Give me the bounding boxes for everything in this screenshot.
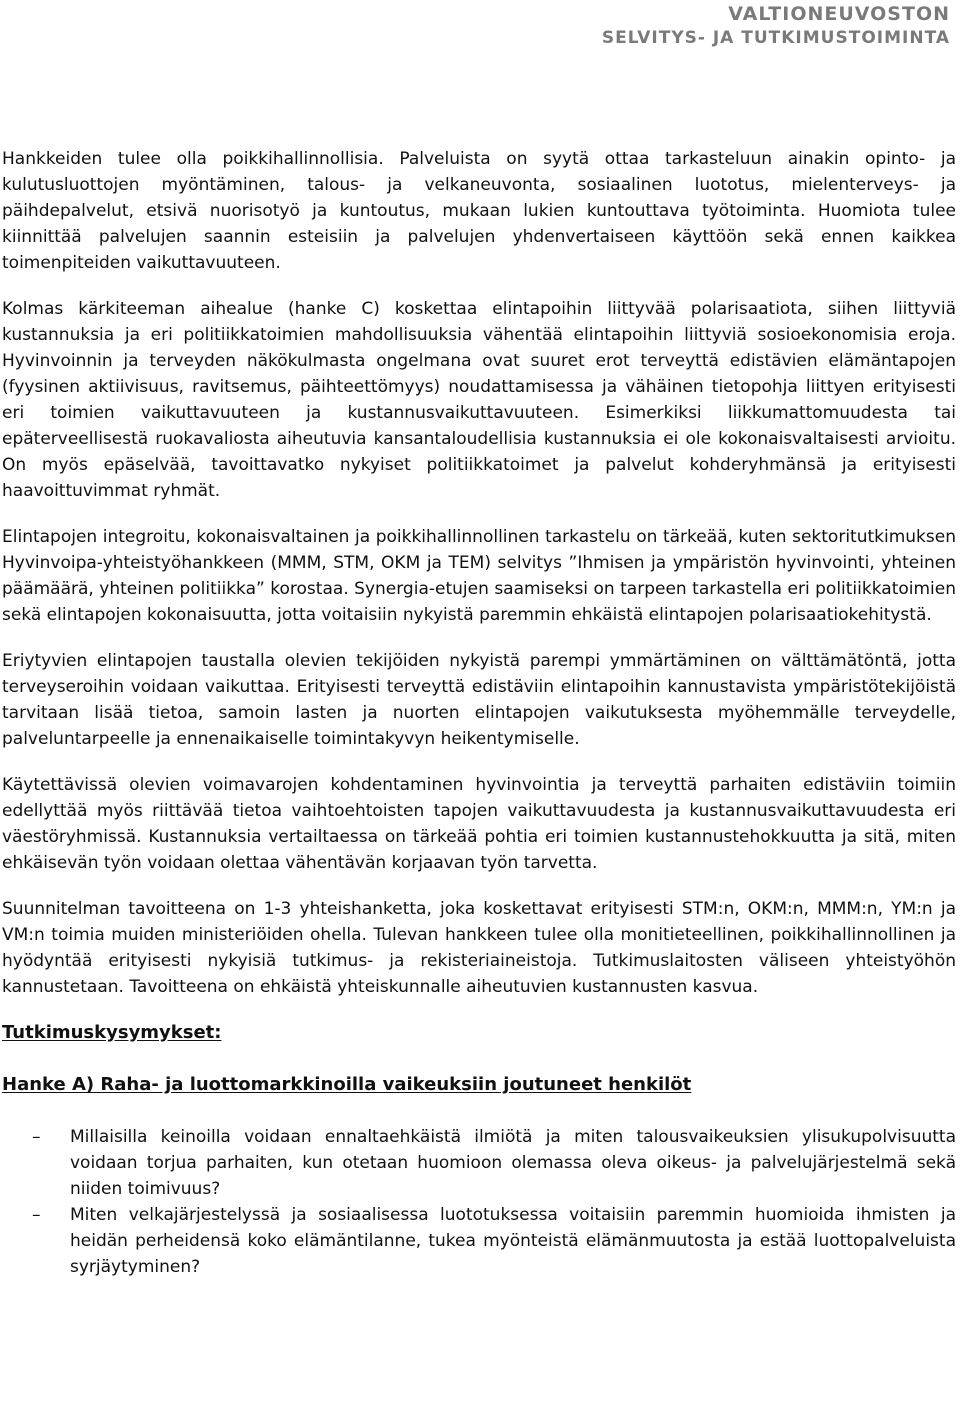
question-list (2, 1124, 956, 1280)
paragraph: Elintapojen integroitu, kokonaisvaltainen ja poikkihallinnollinen tarkastelu on tärkeää, kuten sektoritutkimuksen Hyvinvoipa-yhteistyöhankkeen (MMM, STM, OKM ja TEM) selvitys ”Ihmisen ja ympäristön hyvinvointi, yhteinen päämäärä, yhteinen politiikka” korostaa. Synergia-etujen saamiseksi on tarpeen tarkastella eri politiikkatoimien sekä elintapojen kokonaisuutta, jotta voitaisiin nykyistä paremmin ehkäistä elintapojen polarisaatiokehitystä. (2, 527, 956, 625)
org-logo (602, 2, 950, 50)
paragraph: Suunnitelman tavoitteena on 1-3 yhteishanketta, joka koskettavat erityisesti STM:n, OKM:n, MMM:n, YM:n ja VM:n toimia muiden ministeriöiden ohella. Tulevan hankkeen tulee olla monitieteellinen, poikkihallinnollinen ja hyödyntää erityisesti nykyisiä tutkimus- ja rekisteriaineistoja. Tutkimuslaitosten väliseen yhteistyöhön kannustetaan. Tavoitteena on ehkäistä yhteiskunnalle aiheutuvien kustannusten kasvua. (2, 899, 956, 997)
org-name-line2: SELVITYS- JA TUTKIMUSTOIMINTA (601, 28, 950, 48)
paragraph: Hankkeiden tulee olla poikkihallinnollisia. Palveluista on syytä ottaa tarkasteluun ainakin opinto- ja kulutusluottojen myöntäminen, talous- ja velkaneuvonta, sosiaalinen luototus, mielenterveys- ja päihdepalvelut, etsivä nuorisotyö ja kuntoutus, mukaan lukien kuntouttava työtoiminta. Huomiota tulee kiinnittää palvelujen saannin esteisiin ja palvelujen yhdenvertaiseen käyttöön sekä ennen kaikkea toimenpiteiden vaikuttavuuteen. (2, 149, 956, 273)
section-heading: Tutkimuskysymykset: (2, 1022, 222, 1043)
org-name-line1: VALTIONEUVOSTON (728, 3, 950, 25)
list-item-text: Millaisilla keinoilla voidaan ennaltaehkäistä ilmiötä ja miten talousvaikeuksien ylisukupolvisuutta voidaan torjua parhaiten, kun otetaan huomioon olemassa oleva oikeus- ja palvelujärjestelmä sekä niiden toimivuus? (70, 1127, 956, 1199)
paragraph: Käytettävissä olevien voimavarojen kohdentaminen hyvinvointia ja terveyttä parhaiten edistäviin toimiin edellyttää myös riittävää tietoa vaihtoehtoisten tapojen vaikuttavuudesta ja kustannusvaikuttavuudesta eri väestöryhmissä. Kustannuksia vertailtaessa on tärkeää pohtia eri toimien kustannustehokkuutta ja sitä, miten ehkäisevän työn voidaan olettaa vähentävän korjaavan työn tarvetta. (2, 775, 956, 873)
paragraph: Kolmas kärkiteeman aihealue (hanke C) koskettaa elintapoihin liittyvää polarisaatiota, siihen liittyviä kustannuksia ja eri politiikkatoimien mahdollisuuksia vähentää elintapoihin liittyviä sosioekonomisia eroja. Hyvinvoinnin ja terveyden näkökulmasta ongelmana ovat suuret erot terveyttä edistävien elämäntapojen (fyysinen aktiivisuus, ravitsemus, päihteettömyys) noudattamisessa ja vähäinen tietopohja liittyen erityisesti eri toimien vaikuttavuuteen ja kustannusvaikuttavuuteen. Esimerkiksi liikkumattomuudesta tai epäterveellisestä ruokavaliosta aiheutuvia kansantaloudellisia kustannuksia ei ole kokonaisvaltaisesti arvioitu. On myös epäselvää, tavoittavatko nykyiset politiikkatoimet ja palvelut kohderyhmänsä ja erityisesti haavoittuvimmat ryhmät. (2, 299, 956, 501)
bullet-marker: – (32, 1205, 41, 1225)
document-body (2, 146, 956, 1280)
paragraph: Eriytyvien elintapojen taustalla olevien tekijöiden nykyistä parempi ymmärtäminen on välttämätöntä, jotta terveyseroihin voidaan vaikuttaa. Erityisesti terveyttä edistäviin elintapoihin kannustavista ympäristötekijöistä tarvitaan lisää tietoa, samoin lasten ja nuorten elintapojen vaikutuksesta myöhemmälle terveydelle, palveluntarpeelle ja ennenaikaiselle toimintakyvyn heikentymiselle. (2, 651, 956, 749)
list-item-text: Miten velkajärjestelyssä ja sosiaalisessa luototuksessa voitaisiin paremmin huomioida ihmisten ja heidän perheidensä koko elämäntilanne, tukea myönteistä elämänmuutosta ja estää luottopalveluista syrjäytyminen? (70, 1205, 956, 1277)
list-item (2, 1124, 956, 1202)
bullet-marker: – (32, 1127, 41, 1147)
subsection-heading: Hanke A) Raha- ja luottomarkkinoilla vaikeuksiin joutuneet henkilöt (2, 1074, 692, 1095)
list-item (2, 1202, 956, 1280)
